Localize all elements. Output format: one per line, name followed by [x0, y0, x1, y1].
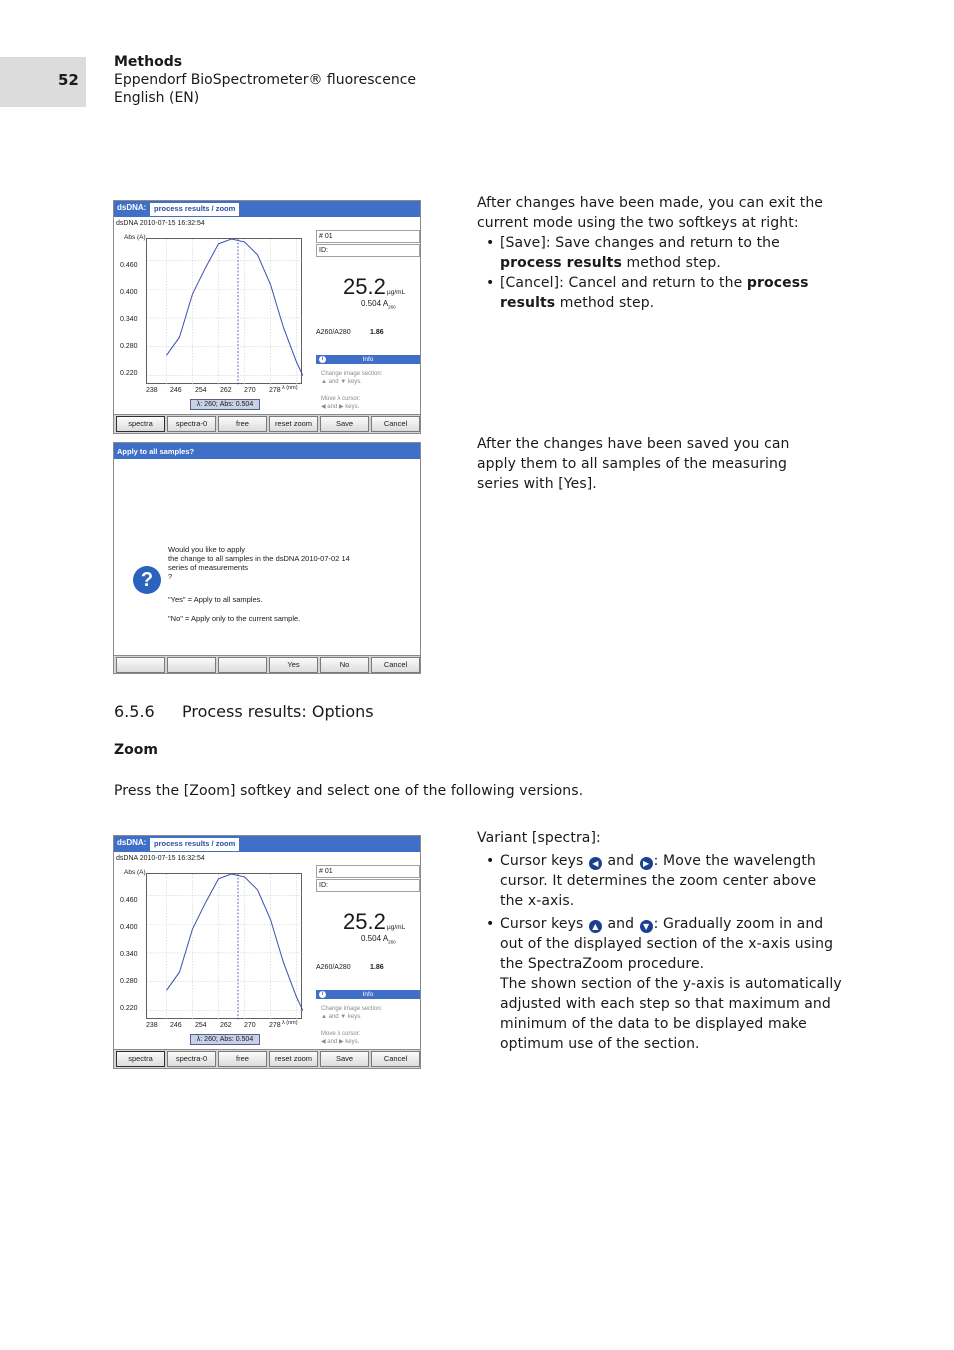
ratio-value: 1.86: [370, 329, 384, 336]
hint-text: ◀ and ▶ keys.: [321, 404, 360, 410]
header-section: Methods: [114, 54, 183, 70]
sample-id: ID:: [316, 244, 420, 257]
dialog-title: Apply to all samples?: [117, 447, 195, 456]
sample-id: ID:: [316, 879, 420, 892]
info-icon: i: [319, 356, 326, 363]
cursor-right-icon: ▶: [640, 857, 653, 870]
concentration-value: 25.2: [343, 909, 386, 934]
dialog-titlebar: [114, 443, 420, 459]
dialog-body: [114, 460, 420, 656]
absorbance-readout: [361, 299, 396, 310]
dialog-text: series of measurements: [168, 563, 249, 572]
softkey-bar: [114, 414, 420, 433]
list-text: method step.: [555, 295, 655, 311]
softkey-yes[interactable]: Yes: [269, 657, 318, 673]
screenshot-zoom-2: [113, 835, 421, 1069]
softkey-bar: [114, 655, 420, 674]
exit-instructions: [477, 193, 842, 313]
list-text: : Gradually zoom in and out of the displayed section of the x-axis using the SpectraZoom procedure.: [500, 916, 834, 972]
cursor-readout: λ: 260; Abs: 0.504: [190, 399, 260, 410]
ratio-value: 1.86: [370, 964, 384, 971]
section-heading: [114, 702, 374, 721]
info-bar: [316, 355, 420, 364]
x-tick-label: 254: [195, 387, 207, 394]
softkey-free[interactable]: free: [218, 416, 267, 432]
list-item: [477, 851, 842, 911]
hint-text: Move λ cursor:: [321, 1031, 361, 1037]
cursor-up-icon: ▲: [589, 920, 602, 933]
hint-text: Change image section:: [321, 371, 383, 377]
x-tick-label: 270: [244, 387, 256, 394]
dialog-text: Would you like to apply: [168, 545, 245, 554]
softkey-no[interactable]: No: [320, 657, 369, 673]
y-axis-label: Abs (A): [124, 869, 146, 876]
method-label: dsDNA:: [117, 203, 147, 212]
timestamp: dsDNA 2010-07-15 16:32:54: [116, 220, 205, 227]
spectrum-series-line: [167, 874, 304, 1011]
x-tick-label: 278: [269, 1022, 281, 1029]
y-tick-label: 0.340: [120, 316, 138, 323]
screen-titlebar: [114, 201, 420, 217]
hint-text: ▲ and ▼ keys.: [321, 379, 362, 385]
question-icon: ?: [133, 566, 161, 594]
hint-text: ◀ and ▶ keys.: [321, 1039, 360, 1045]
softkey-spectra[interactable]: spectra: [116, 416, 165, 432]
y-tick-label: 0.340: [120, 951, 138, 958]
intro-paragraph: After changes have been made, you can exit the current mode using the two softkeys at right:: [477, 195, 824, 231]
x-tick-label: 238: [146, 1022, 158, 1029]
spectrum-series-line: [167, 239, 304, 376]
softkey-cancel[interactable]: Cancel: [371, 657, 420, 673]
sample-number: # 01: [316, 865, 420, 878]
absorbance-value: 0.504: [361, 934, 382, 943]
exit-options-list: [477, 233, 842, 313]
softkey-empty[interactable]: [218, 657, 267, 673]
list-text: and: [602, 916, 639, 932]
y-tick-label: 0.460: [120, 897, 138, 904]
list-text: The shown section of the y-axis is automatically adjusted with each step so that maximum and minimum of the data to be displayed make optimum use of the section.: [500, 976, 842, 1052]
y-tick-label: 0.280: [120, 343, 138, 350]
absorbance-wavelength: 260: [388, 939, 396, 945]
method-label: dsDNA:: [117, 838, 147, 847]
mode-tab: process results / zoom: [150, 203, 239, 216]
cursor-down-icon: ▼: [640, 920, 653, 933]
mode-tab: process results / zoom: [150, 838, 239, 851]
spectrum-chart: [147, 874, 303, 1020]
dialog-text: the change to all samples in the dsDNA 2010-07-02 14: [168, 554, 350, 563]
softkey-spectra-0[interactable]: spectra-0: [167, 416, 216, 432]
x-tick-label: 246: [170, 387, 182, 394]
concentration-value: 25.2: [343, 274, 386, 299]
list-text: [Save]: Save changes and return to the: [500, 235, 780, 251]
x-tick-label: 262: [220, 1022, 232, 1029]
header-product: Eppendorf BioSpectrometer® fluorescence: [114, 72, 417, 88]
softkey-spectra-0[interactable]: spectra-0: [167, 1051, 216, 1067]
softkey-bar: [114, 1049, 420, 1068]
list-emphasis: process results: [500, 255, 622, 271]
x-axis-unit: λ (nm): [282, 1020, 298, 1026]
section-number: 6.5.6: [114, 702, 155, 721]
y-tick-label: 0.220: [120, 1005, 138, 1012]
hint-text: Change image section:: [321, 1006, 383, 1012]
y-tick-label: 0.220: [120, 370, 138, 377]
concentration-unit: µg/mL: [387, 289, 406, 296]
softkey-save[interactable]: Save: [320, 416, 369, 432]
header-language: English (EN): [114, 90, 200, 106]
list-emphasis: process results: [500, 275, 809, 311]
list-text: and: [602, 853, 639, 869]
softkey-save[interactable]: Save: [320, 1051, 369, 1067]
info-bar: [316, 990, 420, 999]
y-tick-label: 0.400: [120, 924, 138, 931]
zoom-intro: Press the [Zoom] softkey and select one of the following versions.: [114, 783, 584, 799]
list-item: [477, 914, 842, 1054]
x-tick-label: 270: [244, 1022, 256, 1029]
softkey-reset-zoom[interactable]: reset zoom: [269, 416, 318, 432]
section-title: Process results: Options: [182, 702, 374, 721]
absorbance-unit: A: [382, 299, 389, 308]
x-tick-label: 262: [220, 387, 232, 394]
dialog-no-info: "No" = Apply only to the current sample.: [168, 614, 301, 623]
list-text: Cursor keys: [500, 916, 588, 932]
cursor-keys-list: [477, 851, 842, 1054]
softkey-free[interactable]: free: [218, 1051, 267, 1067]
dialog-text: ?: [168, 572, 173, 581]
softkey-reset-zoom[interactable]: reset zoom: [269, 1051, 318, 1067]
spectrum-plot[interactable]: [146, 238, 302, 384]
softkey-cancel[interactable]: Cancel: [371, 1051, 420, 1067]
x-tick-label: 246: [170, 1022, 182, 1029]
x-tick-label: 238: [146, 387, 158, 394]
y-tick-label: 0.280: [120, 978, 138, 985]
screenshot-zoom-1: [113, 200, 421, 434]
y-axis-label: Abs (A): [124, 234, 146, 241]
list-text: Cursor keys: [500, 853, 588, 869]
list-item: [477, 273, 842, 313]
absorbance-value: 0.504: [361, 299, 382, 308]
list-text: method step.: [621, 255, 721, 271]
spectrum-chart: [147, 239, 303, 385]
softkey-empty[interactable]: [167, 657, 216, 673]
list-text: [Cancel]: Cancel and return to the: [500, 275, 747, 291]
ratio-label: A260/A280: [316, 964, 351, 971]
info-label: Info: [362, 356, 374, 363]
cursor-readout: λ: 260; Abs: 0.504: [190, 1034, 260, 1045]
softkey-spectra[interactable]: spectra: [116, 1051, 165, 1067]
dialog-yes-info: "Yes" = Apply to all samples.: [168, 595, 263, 604]
screenshot-apply-dialog: [113, 442, 421, 674]
hint-text: Move λ cursor:: [321, 396, 361, 402]
ratio-label: A260/A280: [316, 329, 351, 336]
x-tick-label: 278: [269, 387, 281, 394]
zoom-heading: Zoom: [114, 742, 158, 758]
info-label: Info: [362, 991, 374, 998]
timestamp: dsDNA 2010-07-15 16:32:54: [116, 855, 205, 862]
x-tick-label: 254: [195, 1022, 207, 1029]
softkey-empty[interactable]: [116, 657, 165, 673]
info-icon: i: [319, 991, 326, 998]
y-tick-label: 0.460: [120, 262, 138, 269]
list-item: [477, 233, 842, 273]
absorbance-readout: [361, 934, 396, 945]
page-number: 52: [58, 71, 79, 89]
variant-title: Variant [spectra]:: [477, 830, 601, 846]
apply-paragraph: After the changes have been saved you can apply them to all samples of the measuring series with [Yes].: [477, 436, 790, 492]
variant-spectra: [477, 828, 842, 1054]
screen-titlebar: [114, 836, 420, 852]
sample-number: # 01: [316, 230, 420, 243]
softkey-cancel[interactable]: Cancel: [371, 416, 420, 432]
list-text: : Move the wavelength cursor. It determines the zoom center above the x-axis.: [500, 853, 817, 909]
cursor-left-icon: ◀: [589, 857, 602, 870]
absorbance-unit: A: [382, 934, 389, 943]
hint-text: ▲ and ▼ keys.: [321, 1014, 362, 1020]
spectrum-plot[interactable]: [146, 873, 302, 1019]
concentration-unit: µg/mL: [387, 924, 406, 931]
y-tick-label: 0.400: [120, 289, 138, 296]
x-axis-unit: λ (nm): [282, 385, 298, 391]
absorbance-wavelength: 260: [388, 304, 396, 310]
